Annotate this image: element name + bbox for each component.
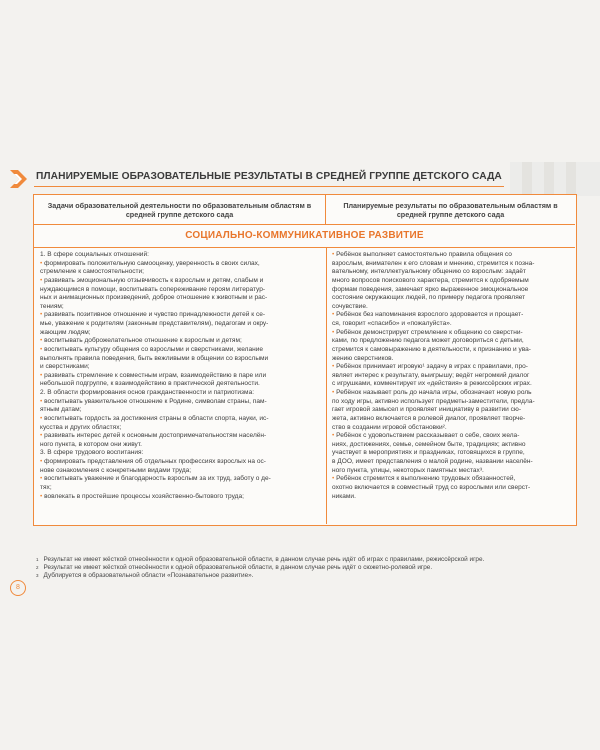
text-line [40, 475, 322, 484]
title-underline [34, 186, 504, 187]
bullet-marker: • [40, 276, 45, 284]
line-text: Ребёнок без напоминания взрослого здоровается и прощает- [336, 311, 524, 319]
text-line [40, 458, 322, 467]
footnote [36, 556, 576, 564]
line-text: Ребёнок называет роль до начала игры, обозначает новую роль [336, 389, 532, 396]
line-text: состояние окружающих людей, по примеру педагога проявляет [332, 294, 526, 302]
line-text: Ребёнок с удовольствием рассказывает о себе, своих жела- [336, 432, 520, 440]
bullet-marker: • [40, 311, 45, 319]
line-text: с игрушками, комментирует их «действия» в режиссёрских играх. [332, 380, 532, 388]
text-line [40, 329, 322, 338]
line-text: ного пункта, в котором они живут. [40, 440, 142, 448]
text-line [332, 398, 572, 407]
line-text: являет интерес к результату, выигрышу; ведёт негромкий диалог [332, 371, 530, 379]
bullet-marker: • [332, 251, 337, 258]
bullet-marker: • [40, 475, 45, 483]
line-text: 2. В области формирования основ гражданственности и патриотизма: [40, 389, 255, 396]
bullet-marker: • [332, 432, 337, 440]
line-text: ятным датам; [40, 406, 82, 414]
line-text: кусства и других областях; [40, 423, 122, 431]
text-line [40, 294, 322, 303]
line-text: мье, уважение к родителям (законным представителям), педагогам и окру- [40, 320, 269, 327]
text-line [332, 389, 572, 398]
text-line [40, 337, 322, 346]
line-text: тениям; [40, 302, 64, 310]
line-text: развивать интерес детей к основным достопримечательностям населён- [44, 432, 267, 440]
line-text: 3. В сфере трудового воспитания: [40, 449, 144, 457]
text-line [332, 441, 572, 450]
bullet-marker: • [40, 371, 45, 379]
text-line [332, 251, 572, 260]
text-line [40, 320, 322, 329]
tasks-column-text [40, 251, 322, 501]
bullet-marker: • [40, 259, 45, 267]
text-line [332, 329, 572, 338]
line-text: много вопросов поискового характера, стремится к одобряемым [332, 276, 529, 284]
text-line [40, 277, 322, 286]
line-text: охотно включается в совместный труд со взрослыми или сверст- [332, 483, 531, 491]
text-line [40, 406, 322, 415]
text-line [40, 432, 322, 441]
line-text: в ДОО, имеет представления о малой родине, названии населён- [332, 458, 533, 465]
text-line [40, 398, 322, 407]
text-line [332, 493, 572, 502]
text-line [40, 424, 322, 433]
line-text: участвует в мероприятиях и праздниках, готовящихся в группе, [332, 449, 525, 457]
text-line [40, 389, 322, 398]
footnote-text: Результат не имеет жёсткой отнесённости к одной образовательной области, в данном случае речь идёт об играх с правилами, режиссёрской игре. [43, 556, 485, 563]
text-line [332, 337, 572, 346]
text-line [332, 406, 572, 415]
line-text: воспитывать уважительное отношение к Родине, символам страны, пам- [44, 397, 267, 405]
text-line [40, 260, 322, 269]
section-title: СОЦИАЛЬНО-КОММУНИКАТИВНОЕ РАЗВИТИЕ [34, 225, 575, 248]
bullet-marker: • [332, 475, 337, 483]
text-line [332, 415, 572, 424]
line-text: нуждающимся в помощи, воспитывать сопереживание героям литератур- [40, 285, 266, 293]
text-line [332, 355, 572, 364]
footnote-number: 3 [36, 573, 39, 579]
bullet-marker: • [40, 492, 45, 500]
line-text: ниях, достижениях, семье, семейном быте, традициях; активно [332, 440, 526, 448]
line-text: ство в создании игровой обстановки². [332, 423, 447, 431]
decorative-stripes [510, 162, 600, 196]
bullet-marker: • [332, 311, 337, 319]
footnote [36, 572, 576, 580]
text-line [40, 493, 322, 502]
bullet-marker: • [332, 363, 337, 371]
text-line [40, 251, 322, 260]
bullet-marker: • [332, 328, 337, 336]
text-line [40, 380, 322, 389]
line-text: формировать представления об отдельных профессиях взрослых на ос- [44, 458, 266, 465]
text-line [40, 449, 322, 458]
line-text: нове ознакомления с конкретными видами труда; [40, 466, 192, 474]
line-text: ками, по предложению педагога может договориться с детьми, [332, 337, 524, 345]
text-line [332, 484, 572, 493]
line-text: воспитывать доброжелательное отношение к взрослым и детям; [44, 337, 242, 345]
line-text: стремится к самовыражению в деятельности, к признанию и ува- [332, 345, 531, 353]
bullet-marker: • [332, 389, 337, 396]
line-text: сочувствие. [332, 302, 368, 310]
line-text: ся, говорит «спасибо» и «пожалуйста». [332, 320, 452, 327]
text-line [332, 277, 572, 286]
column-divider [326, 247, 327, 524]
text-line [332, 475, 572, 484]
text-line [332, 467, 572, 476]
line-text: гает игровой замысел и проявляет инициативу в развитии сю- [332, 406, 521, 414]
results-column-text [332, 251, 572, 501]
bullet-marker: • [40, 432, 45, 440]
text-line [332, 268, 572, 277]
line-text: вовлекать в простейшие процессы хозяйственно-бытового труда; [44, 492, 244, 500]
text-line [40, 346, 322, 355]
bullet-marker: • [40, 397, 45, 405]
line-text: вательному, интеллектуальному общению со взрослым: задаёт [332, 268, 526, 276]
line-text: жета, активно включается в ролевой диалог, проявляет творче- [332, 414, 526, 422]
line-text: 1. В сфере социальных отношений: [40, 251, 149, 258]
bullet-marker: • [40, 414, 45, 422]
text-line [332, 346, 572, 355]
text-line [40, 415, 322, 424]
text-line [332, 424, 572, 433]
text-line [332, 260, 572, 269]
text-line [332, 286, 572, 295]
line-text: никами. [332, 492, 356, 500]
bullet-marker: • [40, 458, 45, 465]
line-text: Ребёнок принимает игровую¹ задачу в играх с правилами, про- [336, 363, 528, 371]
line-text: тях; [40, 483, 52, 491]
line-text: и сверстниками; [40, 363, 90, 371]
text-line [40, 355, 322, 364]
line-text: ного пункта, улицы, некоторых памятных местах³. [332, 466, 484, 474]
text-line [332, 458, 572, 467]
line-text: взрослым, внимателен к его словам и мнению, стремится к позна- [332, 259, 535, 267]
line-text: Ребёнок стремится к выполнению трудовых обязанностей, [336, 475, 516, 483]
column-header-results: Планируемые результаты по образовательным областям в средней группе детского сада [326, 195, 575, 225]
line-text: воспитывать культуру общения со взрослыми и сверстниками, желание [44, 345, 264, 353]
footnote-text: Дублируется в образовательной области «Познавательное развитие». [43, 572, 254, 580]
line-text: развивать стремление к совместным играм, взаимодействию в паре или [44, 371, 267, 379]
text-line [40, 363, 322, 372]
line-text: выполнять правила поведения, быть вежливыми в общении со взрослыми [40, 354, 269, 362]
line-text: формам поведения, замечает ярко выраженное эмоциональное [332, 285, 529, 293]
line-text: жению сверстников. [332, 354, 394, 362]
column-header-tasks: Задачи образовательной деятельности по образовательным областям в средней группе детского сада [34, 195, 326, 225]
footnote-text: Результат не имеет жёсткой отнесённости к одной образовательной области, в данном случае речь идёт о сюжетно-ролевой игре. [43, 564, 433, 572]
line-text: ных и анимационных произведений, доброе отношение к животным и рас- [40, 294, 268, 302]
text-line [40, 467, 322, 476]
results-table [33, 194, 577, 526]
line-text: воспитывать гордость за достижения страны в области спорта, науки, ис- [44, 414, 269, 422]
text-line [40, 484, 322, 493]
page-number: 8 [10, 580, 26, 596]
text-line [332, 311, 572, 320]
line-text: развивать позитивное отношение и чувство принадлежности детей к се- [44, 311, 266, 319]
text-line [332, 294, 572, 303]
line-text: стремление к самостоятельности; [40, 268, 144, 276]
line-text: Ребёнок выполняет самостоятельно правила общения со [336, 251, 512, 258]
text-line [332, 432, 572, 441]
text-line [332, 363, 572, 372]
line-text: развивать эмоциональную отзывчивость к взрослым и детям, слабым и [44, 276, 264, 284]
text-line [332, 320, 572, 329]
line-text: жающим людям; [40, 328, 91, 336]
line-text: Ребёнок демонстрирует стремление к общению со сверстни- [336, 328, 523, 336]
line-text: воспитывать уважение и благодарность взрослым за их труд, заботу о де- [44, 475, 271, 483]
bullet-marker: • [40, 345, 45, 353]
bullet-marker: • [40, 337, 45, 345]
text-line [332, 380, 572, 389]
text-line [40, 441, 322, 450]
footnotes [36, 556, 576, 581]
line-text: формировать положительную самооценку, уверенность в своих силах, [44, 259, 260, 267]
text-line [332, 449, 572, 458]
footnote-number: 2 [36, 565, 39, 571]
line-text: по ходу игры, активно использует предметы-заместители, предла- [332, 397, 535, 405]
text-line [40, 268, 322, 277]
chevron-arrow-icon [8, 168, 30, 190]
page-title: ПЛАНИРУЕМЫЕ ОБРАЗОВАТЕЛЬНЫЕ РЕЗУЛЬТАТЫ В СРЕДНЕЙ ГРУППЕ ДЕТСКОГО САДА [36, 171, 502, 182]
line-text: небольшой подгруппе, к взаимодействию в практической деятельности. [40, 380, 260, 388]
text-line [40, 286, 322, 295]
text-line [40, 311, 322, 320]
footnote-number: 1 [36, 557, 39, 562]
